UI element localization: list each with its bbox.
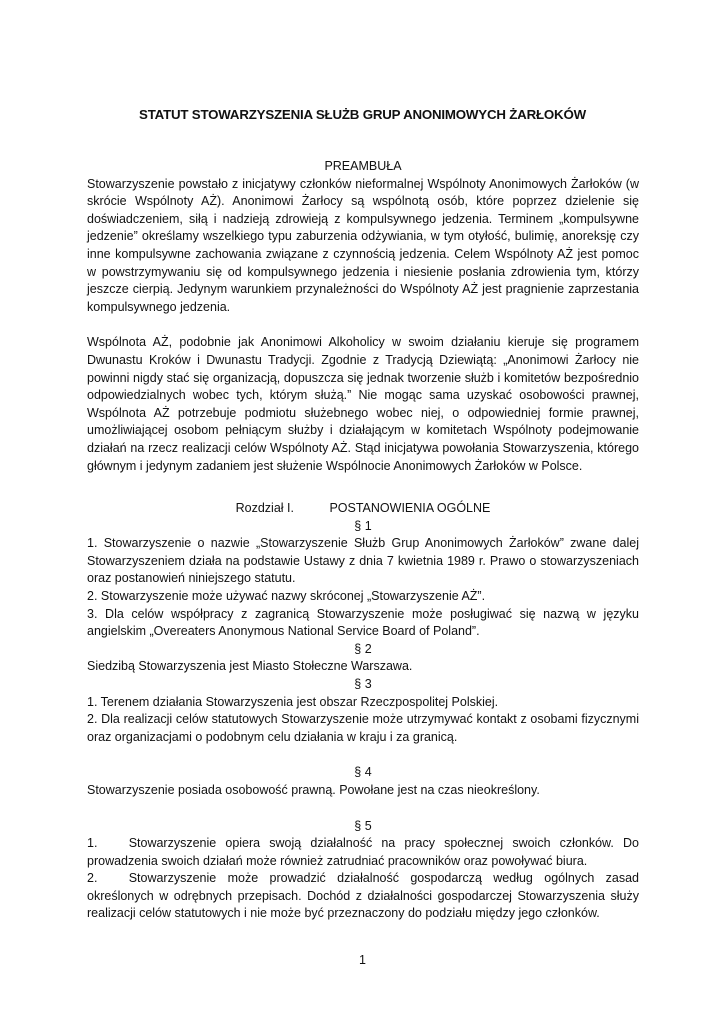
section-5-item-1 xyxy=(87,835,639,870)
page-number: 1 xyxy=(359,953,366,967)
chapter-heading xyxy=(87,500,639,518)
preamble-heading: PREAMBUŁA xyxy=(324,159,402,173)
preamble xyxy=(87,158,639,475)
section-3-point-1: 1. Terenem działania Stowarzyszenia jest obszar Rzeczpospolitej Polskiej. xyxy=(87,694,499,709)
section-3-point-2: 2. Dla realizacji celów statutowych Stowarzyszenie może utrzymywać kontakt z osobami fizycznymi oraz organizacjami o podobnym celu działania w kraju i za granicą. xyxy=(87,712,639,744)
section-1-point-2: 2. Stowarzyszenie może używać nazwy skróconej „Stowarzyszenie AŻ”. xyxy=(87,588,486,603)
item-text: Stowarzyszenie opiera swoją działalność na pracy społecznej swoich członków. Do prowadzenia swoich działań może również zatrudniać pracowników oraz powoływać biura. xyxy=(87,836,639,868)
section-mark-1: § 1 xyxy=(354,518,372,533)
section-mark-3: § 3 xyxy=(354,676,372,691)
section-2-text: Siedzibą Stowarzyszenia jest Miasto Stołeczne Warszawa. xyxy=(87,659,413,674)
item-text: Stowarzyszenie może prowadzić działalność gospodarczą według ogólnych zasad określonych w odrębnych przepisach. Dochód z działalności gospodarczej Stowarzyszenia służy realizacji celów statutowych i nie może być przeznaczony do podziału między jego członków. xyxy=(87,871,639,921)
section-4-text: Stowarzyszenie posiada osobowość prawną. Powołane jest na czas nieokreślony. xyxy=(87,782,540,797)
item-number: 1. xyxy=(87,836,98,851)
chapter-name: POSTANOWIENIA OGÓLNE xyxy=(329,501,491,515)
section-mark-4: § 4 xyxy=(354,765,372,780)
section-mark-2: § 2 xyxy=(354,641,372,656)
chapter-1 xyxy=(87,500,639,923)
section-1-point-3: 3. Dla celów współpracy z zagranicą Stowarzyszenie może posługiwać się nazwą w języku angielskim „Overeaters Anonymous National Service Board of Poland”. xyxy=(87,606,639,639)
chapter-number: Rozdział I. xyxy=(235,501,294,515)
section-1-point-1: 1. Stowarzyszenie o nazwie „Stowarzyszenie Służb Grup Anonimowych Żarłoków” zwane dalej Stowarzyszeniem działa na podstawie Ustawy z dnia 7 kwietnia 1989 r. Prawo o stowarzyszeniach oraz postanowień niniejszego statutu. xyxy=(87,536,639,586)
document-title: STATUT STOWARZYSZENIA SŁUŻB GRUP ANONIMOWYCH ŻARŁOKÓW xyxy=(139,107,586,122)
preamble-paragraph-2: Wspólnota AŻ, podobnie jak Anonimowi Alkoholicy w swoim działaniu kieruje się programem Dwunastu Kroków i Dwunastu Tradycji. Zgodnie z Tradycją Dziewiątą: „Anonimowi Żarłocy nie powinni nigdy stać się organizacją, dopuszcza się jednak tworzenie służb i komitetów bezpośrednio odpowiedzialnych wobec tych, którym służą.” Nie mogąc sama uzyskać osobowości prawnej, Wspólnota AŻ potrzebuje podmiotu służebnego wobec niej, o odpowiedniej formie prawnej, umożliwiającej osobom pełniącym służby i działającym w komitetach Wspólnoty podejmowanie działań na rzecz realizacji celów Wspólnoty AŻ. Stąd inicjatywa powołania Stowarzyszenia, którego głównym i jedynym zadaniem jest służenie Wspólnocie Anonimowych Żarłoków w Polsce. xyxy=(87,335,639,473)
section-5-item-2 xyxy=(87,870,639,923)
preamble-paragraph-1: Stowarzyszenie powstało z inicjatywy członków nieformalnej Wspólnoty Anonimowych Żarłoków (w skrócie Wspólnoty AŻ). Anonimowi Żarłocy są wspólnotą osób, które poprzez dzielenie się doświadczeniem, siłą i nadzieją zdrowieją z kompulsywnego jedzenia. Terminem „kompulsywne jedzenie” określamy wszelkiego typu zaburzenia odżywiania, w tym otyłość, bulimię, anoreksję czy inne kompulsywne zachowania związane z czynnością jedzenia. Celem Wspólnoty AŻ jest pomoc w powstrzymywaniu się od kompulsywnego jedzenia i niesienie posłania zdrowienia tym, którzy jeszcze cierpią. Jedynym warunkiem przynależności do Wspólnoty AŻ jest pragnienie zaprzestania kompulsywnego jedzenia. xyxy=(87,176,639,314)
item-number: 2. xyxy=(87,871,98,886)
section-mark-5: § 5 xyxy=(354,818,372,833)
